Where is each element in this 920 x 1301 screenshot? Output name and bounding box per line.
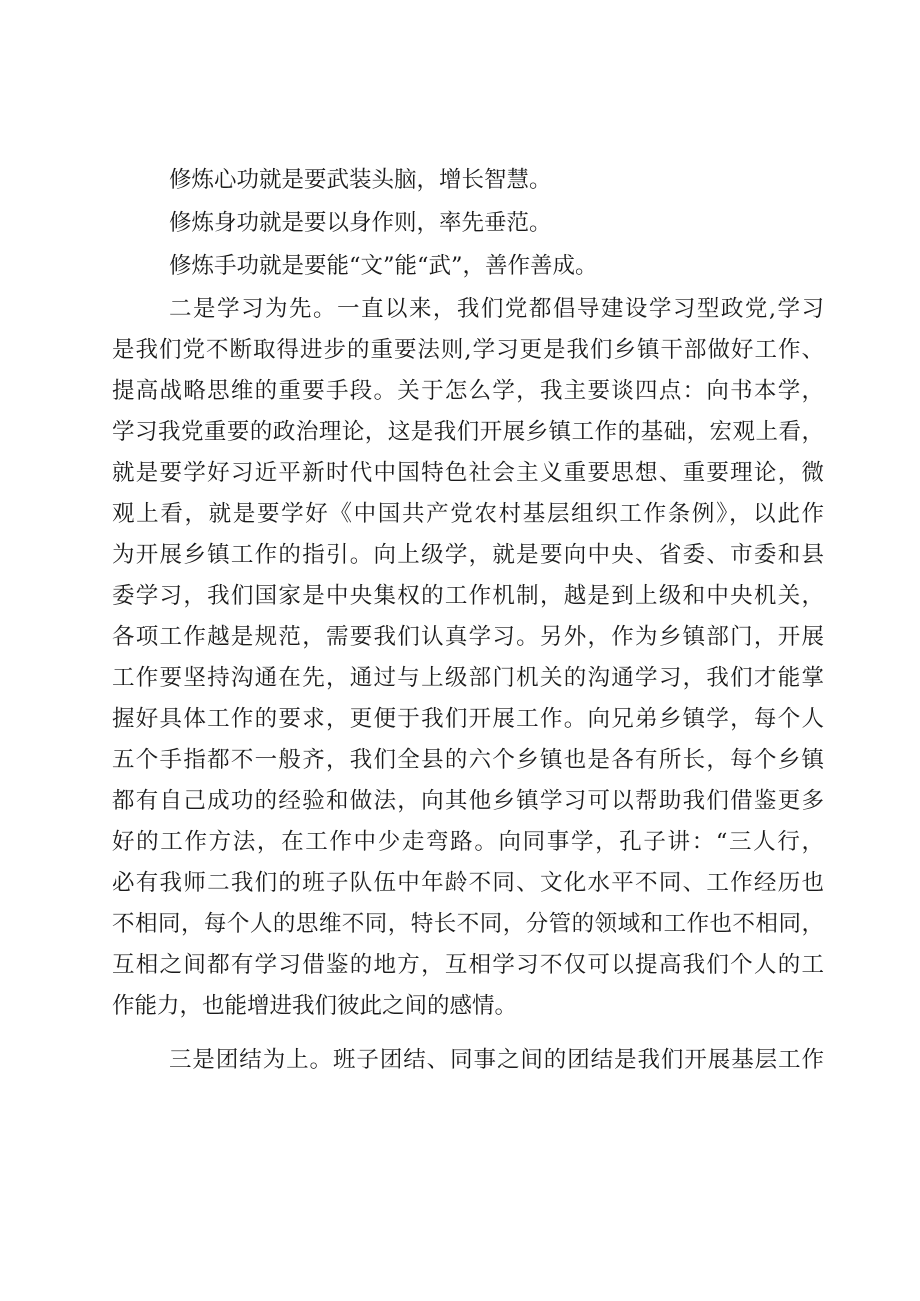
text-line: 作能力，也能增进我们彼此之间的感情。 [112,993,518,1019]
document-body [112,160,824,1081]
text-line: 学习我党重要的政治理论，这是我们开展乡镇工作的基础，宏观上看， [112,419,824,445]
text-line: 握好具体工作的要求，更便于我们开展工作。向兄弟乡镇学，每个人 [112,706,824,732]
text-line: 五个手指都不一般齐，我们全县的六个乡镇也是各有所长，每个乡镇 [112,747,824,773]
paragraph-tuanjie-weishang: 三是团结为上。班子团结、同事之间的团结是我们开展基层工作 [169,1047,824,1073]
text-line: 各项工作越是规范，需要我们认真学习。另外，作为乡镇部门，开展 [112,624,824,650]
text-line: 互相之间都有学习借鉴的地方，互相学习不仅可以提高我们个人的工 [112,952,824,978]
paragraph-xin-gong: 修炼心功就是要武装头脑，增长智慧。 [169,167,552,193]
paragraph-shen-gong: 修炼身功就是要以身作则，率先垂范。 [169,210,552,236]
text-line: 观上看，就是要学好《中国共产党农村基层组织工作条例》，以此作 [112,501,824,527]
text-line: 为开展乡镇工作的指引。向上级学，就是要向中央、省委、市委和县 [112,542,824,568]
text-line: 都有自己成功的经验和做法，向其他乡镇学习可以帮助我们借鉴更多 [112,788,824,814]
text-line: 必有我师二我们的班子队伍中年龄不同、文化水平不同、工作经历也 [112,870,824,896]
text-line: 好的工作方法，在工作中少走弯路。向同事学，孔子讲：“三人行， [112,829,824,855]
text-line: 委学习，我们国家是中央集权的工作机制，越是到上级和中央机关， [112,583,824,609]
paragraph-xuexi-weixian [112,289,824,1027]
text-line: 提高战略思维的重要手段。关于怎么学，我主要谈四点：向书本学， [112,378,824,404]
text-line: 就是要学好习近平新时代中国特色社会主义重要思想、重要理论，微 [112,460,824,486]
text-line: 不相同，每个人的思维不同，特长不同，分管的领域和工作也不相同， [112,911,824,937]
paragraph-shou-gong: 修炼手功就是要能“文”能“武”，善作善成。 [169,253,598,279]
text-line: 工作要坚持沟通在先，通过与上级部门机关的沟通学习，我们才能掌 [112,665,824,691]
text-line: 二是学习为先。一直以来，我们党都倡导建设学习型政党,学习 [169,296,824,322]
text-line: 是我们党不断取得进步的重要法则,学习更是我们乡镇干部做好工作、 [112,337,824,363]
